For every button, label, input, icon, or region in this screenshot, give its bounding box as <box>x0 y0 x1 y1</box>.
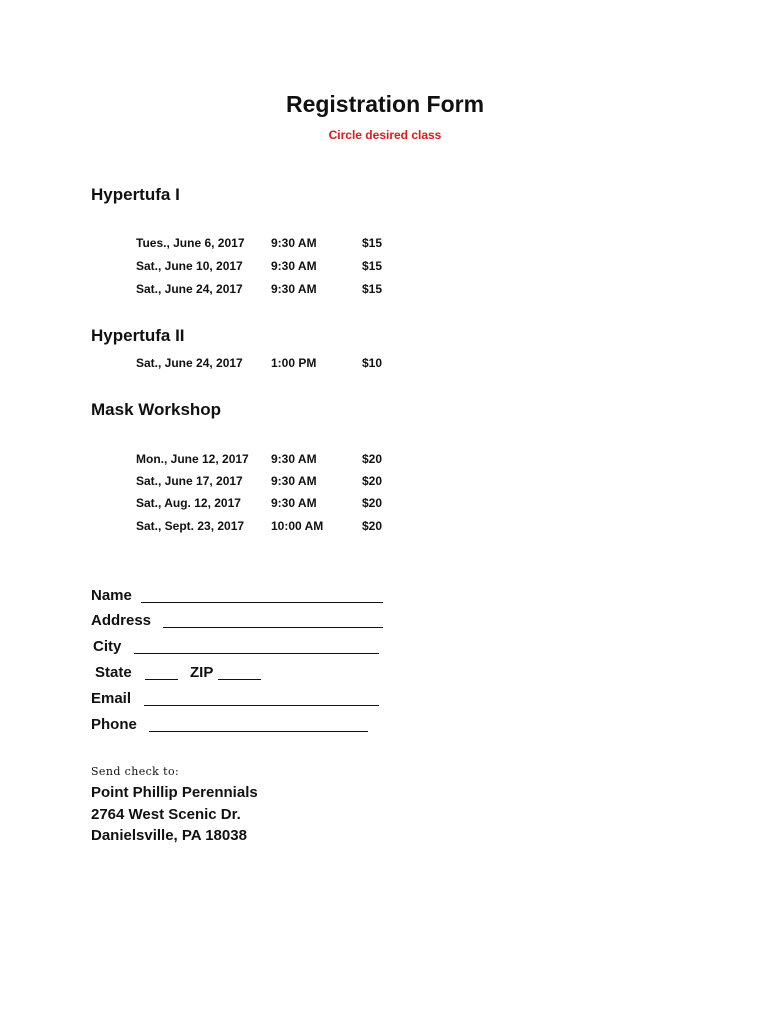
phone-label: Phone <box>91 716 137 733</box>
section-heading-mask-workshop: Mask Workshop <box>91 400 222 419</box>
email-line[interactable] <box>144 705 379 706</box>
class-price: $20 <box>362 474 383 488</box>
email-label: Email <box>91 690 132 707</box>
city-label: City <box>93 638 122 655</box>
payee-street: 2764 West Scenic Dr. <box>91 806 241 823</box>
state-line[interactable] <box>145 679 178 680</box>
class-date: Sat., June 17, 2017 <box>136 474 243 488</box>
form-subtitle: Circle desired class <box>328 128 442 142</box>
state-label: State <box>95 664 132 681</box>
class-date: Tues., June 6, 2017 <box>136 236 245 250</box>
zip-line[interactable] <box>218 679 261 680</box>
class-time: 9:30 AM <box>271 496 317 510</box>
class-date: Sat., June 24, 2017 <box>136 282 243 296</box>
phone-line[interactable] <box>149 731 368 732</box>
class-time: 9:30 AM <box>271 474 317 488</box>
class-price: $15 <box>362 236 383 250</box>
class-time: 9:30 AM <box>271 452 317 466</box>
class-price: $20 <box>362 452 383 466</box>
class-time: 9:30 AM <box>271 236 317 250</box>
class-date: Sat., Aug. 12, 2017 <box>136 496 241 510</box>
class-time: 1:00 PM <box>271 356 317 370</box>
class-time: 9:30 AM <box>271 259 317 273</box>
class-date: Sat., June 10, 2017 <box>136 259 243 273</box>
address-line[interactable] <box>163 627 383 628</box>
class-date: Mon., June 12, 2017 <box>136 452 249 466</box>
name-label: Name <box>91 587 132 604</box>
payee-city-state-zip: Danielsville, PA 18038 <box>91 827 247 844</box>
send-check-label: Send check to: <box>91 765 180 778</box>
name-line[interactable] <box>141 602 383 603</box>
class-price: $20 <box>362 496 383 510</box>
form-title: Registration Form <box>285 91 485 117</box>
section-heading-hypertufa-2: Hypertufa II <box>91 326 185 345</box>
section-heading-hypertufa-1: Hypertufa I <box>91 185 180 204</box>
class-date: Sat., June 24, 2017 <box>136 356 243 370</box>
address-label: Address <box>91 612 152 629</box>
payee-name: Point Phillip Perennials <box>91 784 258 801</box>
class-time: 9:30 AM <box>271 282 317 296</box>
class-time: 10:00 AM <box>271 519 324 533</box>
class-price: $10 <box>362 356 383 370</box>
class-price: $15 <box>362 259 383 273</box>
class-date: Sat., Sept. 23, 2017 <box>136 519 245 533</box>
class-price: $15 <box>362 282 383 296</box>
city-line[interactable] <box>134 653 379 654</box>
zip-label: ZIP <box>190 664 214 681</box>
class-price: $20 <box>362 519 383 533</box>
